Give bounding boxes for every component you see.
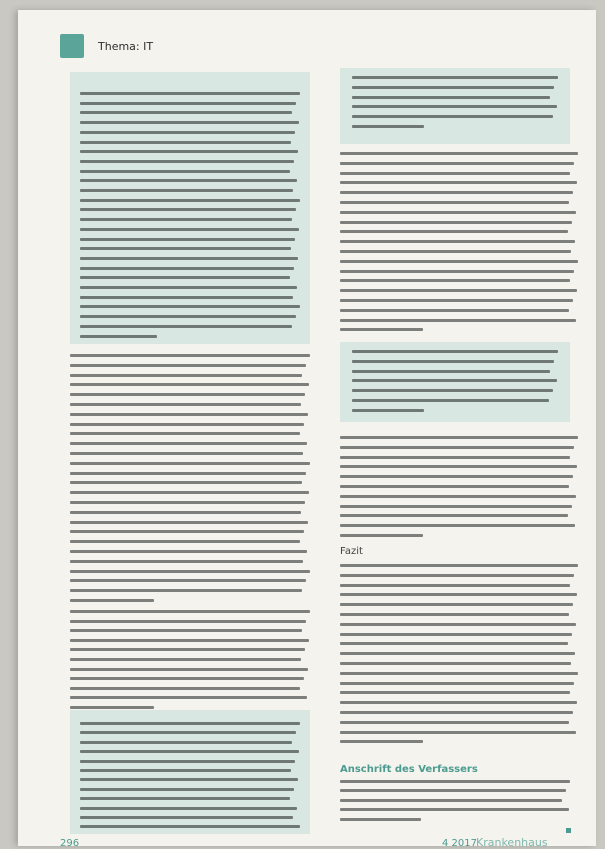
text-line: [340, 731, 576, 734]
text-line: [340, 172, 570, 175]
text-line: [352, 360, 554, 363]
text-line: [340, 721, 569, 724]
issue-number: 4 2017: [442, 838, 477, 846]
text-line: [70, 579, 306, 582]
text-line: [340, 623, 576, 626]
text-line: [352, 105, 557, 108]
text-line: [340, 593, 577, 596]
text-line: [70, 560, 303, 563]
text-line: [340, 691, 570, 694]
highlight-box: [70, 710, 310, 834]
text-line: [340, 799, 562, 802]
text-line: [80, 189, 293, 192]
text-line: [70, 442, 307, 445]
text-line: [340, 789, 566, 792]
text-line: [340, 328, 423, 331]
text-line: [340, 465, 577, 468]
text-line: [80, 102, 296, 105]
text-line: [70, 393, 305, 396]
text-line: [70, 491, 309, 494]
text-line: [340, 818, 421, 821]
text-line: [70, 481, 302, 484]
text-line: [70, 658, 301, 661]
text-line: [352, 370, 550, 373]
text-line: [340, 162, 574, 165]
text-line: [70, 696, 307, 699]
text-line: [352, 76, 558, 79]
text-line: [80, 741, 292, 744]
text-line: [80, 228, 299, 231]
text-line: [70, 423, 304, 426]
text-line: [340, 642, 568, 645]
text-line: [70, 610, 310, 613]
text-line: [70, 432, 300, 435]
text-line: [70, 462, 310, 465]
text-line: [340, 289, 577, 292]
text-line: [80, 238, 295, 241]
text-line: [340, 603, 573, 606]
text-line: [340, 152, 578, 155]
text-line: [340, 613, 569, 616]
text-line: [80, 257, 298, 260]
text-line: [80, 731, 296, 734]
text-line: [70, 413, 308, 416]
text-line: [70, 629, 302, 632]
text-line: [340, 436, 578, 439]
text-line: [340, 584, 570, 587]
text-line: [80, 807, 297, 810]
text-line: [340, 495, 576, 498]
text-line: [80, 111, 292, 114]
text-line: [80, 179, 297, 182]
text-line: [352, 389, 553, 392]
text-line: [340, 808, 569, 811]
text-line: [70, 677, 304, 680]
text-line: [340, 319, 576, 322]
text-line: [340, 711, 573, 714]
text-line: [352, 86, 554, 89]
text-line: [70, 620, 306, 623]
text-line: [70, 501, 305, 504]
text-line: [340, 682, 574, 685]
text-line: [70, 511, 301, 514]
text-line: [70, 668, 308, 671]
text-line: [70, 570, 310, 573]
text-line: [340, 240, 575, 243]
text-line: [340, 485, 569, 488]
text-line: [352, 125, 424, 128]
text-line: [70, 521, 308, 524]
text-line: [80, 247, 291, 250]
page-header: [60, 34, 153, 58]
text-line: [70, 589, 302, 592]
text-line: [80, 797, 290, 800]
text-line: [80, 121, 299, 124]
text-line: [340, 740, 423, 743]
text-line: [352, 96, 550, 99]
page-number: 296: [60, 838, 80, 846]
text-line: [80, 788, 294, 791]
text-line: [340, 574, 574, 577]
highlight-box: [340, 68, 570, 144]
text-line: [70, 639, 309, 642]
text-line: [352, 350, 558, 353]
text-line: [80, 305, 300, 308]
text-line: [340, 652, 575, 655]
text-line: [340, 514, 568, 517]
text-line: [80, 150, 298, 153]
text-line: [352, 409, 424, 412]
text-line: [80, 160, 294, 163]
text-line: [340, 201, 569, 204]
text-line: [340, 309, 569, 312]
text-line: [340, 191, 573, 194]
text-line: [340, 456, 570, 459]
text-line: [340, 446, 574, 449]
text-line: [80, 131, 295, 134]
text-line: [352, 399, 549, 402]
text-line: [340, 701, 577, 704]
text-line: [340, 279, 570, 282]
text-line: [340, 662, 571, 665]
text-line: [70, 374, 302, 377]
text-line: [80, 335, 157, 338]
text-line: [80, 92, 300, 95]
highlight-box: [70, 72, 310, 344]
text-line: [70, 383, 309, 386]
section-heading-fazit: Fazit: [340, 546, 363, 557]
text-line: [340, 181, 577, 184]
text-line: [80, 325, 292, 328]
highlight-box: [340, 342, 570, 422]
text-line: [80, 208, 296, 211]
text-line: [352, 379, 557, 382]
text-line: [340, 564, 578, 567]
text-line: [80, 286, 297, 289]
text-line: [340, 505, 572, 508]
text-line: [80, 276, 290, 279]
text-line: [340, 270, 574, 273]
text-line: [80, 296, 293, 299]
text-line: [340, 534, 423, 537]
article-end-mark: [566, 828, 571, 833]
text-line: [70, 550, 307, 553]
text-line: [340, 780, 570, 783]
text-line: [70, 354, 310, 357]
text-line: [80, 199, 300, 202]
text-line: [340, 230, 568, 233]
text-line: [70, 403, 301, 406]
text-line: [340, 672, 578, 675]
text-line: [80, 816, 293, 819]
header-color-mark: [60, 34, 84, 58]
section-heading-author-address: Anschrift des Verfassers: [340, 764, 478, 775]
text-line: [340, 475, 573, 478]
text-line: [340, 299, 573, 302]
text-line: [80, 267, 294, 270]
text-line: [80, 170, 290, 173]
text-line: [70, 472, 306, 475]
text-line: [70, 364, 306, 367]
text-line: [70, 648, 305, 651]
text-line: [80, 750, 299, 753]
text-line: [70, 452, 303, 455]
text-line: [80, 778, 298, 781]
text-line: [352, 115, 553, 118]
text-line: [340, 211, 576, 214]
text-line: [80, 769, 291, 772]
text-line: [340, 633, 572, 636]
text-line: [340, 260, 578, 263]
text-line: [70, 706, 154, 709]
magazine-logo: Krankenhaus: [476, 836, 548, 846]
text-line: [80, 760, 295, 763]
text-line: [70, 540, 300, 543]
text-line: [80, 722, 300, 725]
text-line: [340, 250, 571, 253]
text-line: [80, 218, 292, 221]
page: [18, 10, 596, 846]
text-line: [70, 599, 154, 602]
text-line: [340, 221, 572, 224]
text-line: [340, 524, 575, 527]
header-title: Thema: IT: [98, 39, 154, 53]
text-line: [80, 141, 291, 144]
text-line: [80, 825, 300, 828]
text-line: [70, 530, 304, 533]
text-line: [70, 687, 300, 690]
text-line: [80, 315, 296, 318]
